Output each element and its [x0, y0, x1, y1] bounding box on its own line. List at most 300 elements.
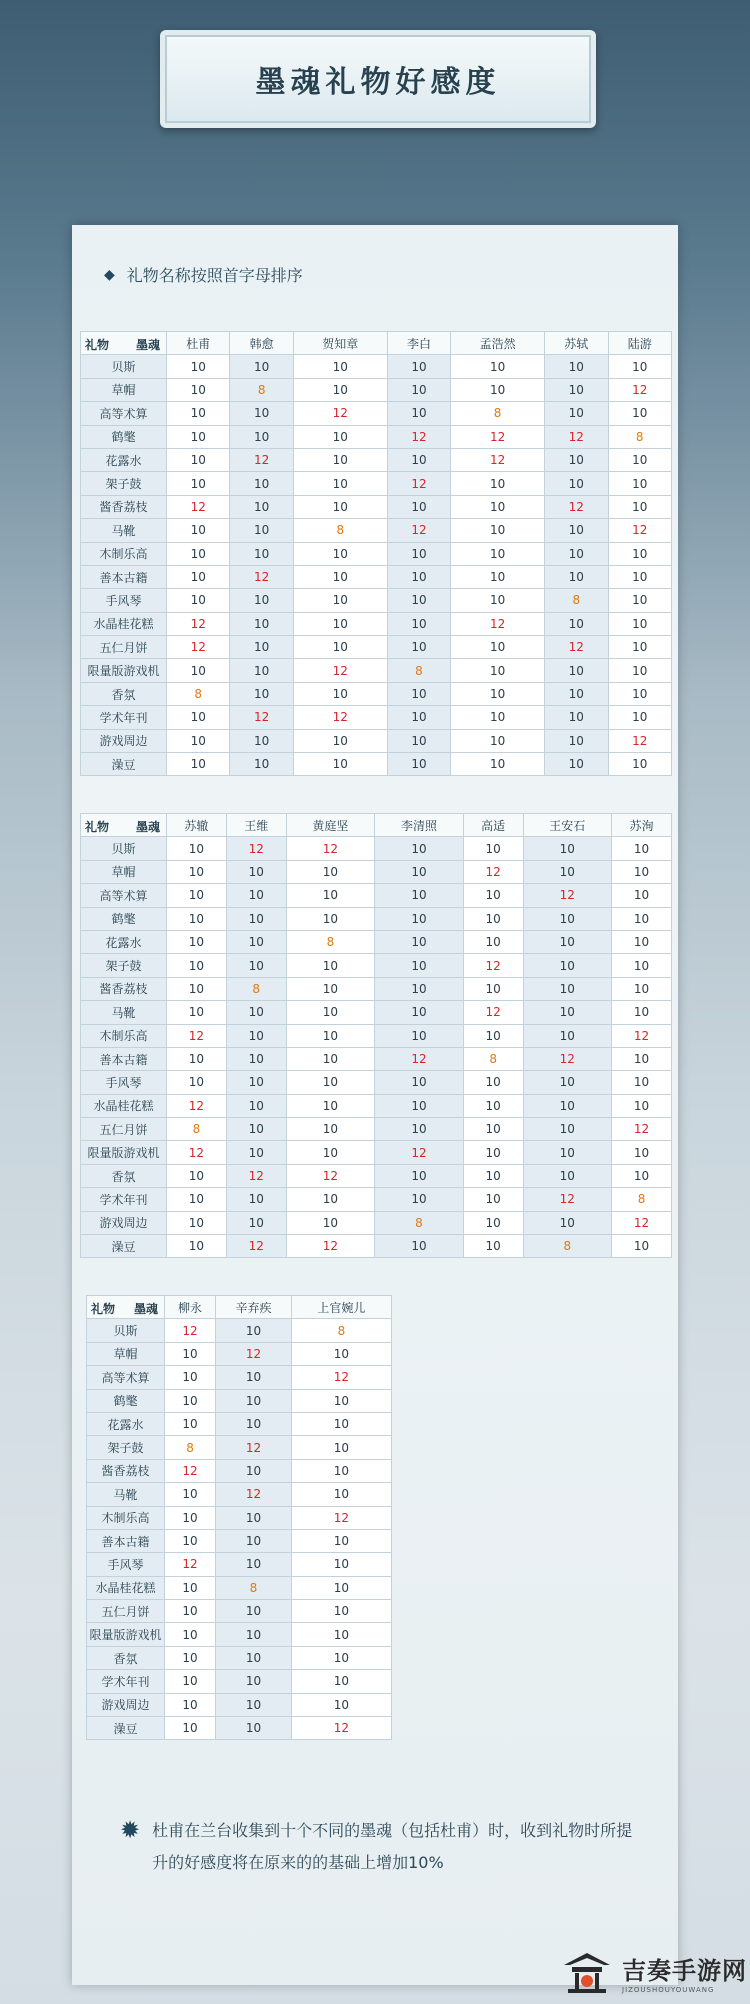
- affinity-value-cell: 10: [230, 729, 293, 752]
- affinity-value-cell: 10: [387, 495, 450, 518]
- affinity-value-cell: 10: [387, 402, 450, 425]
- affinity-value-cell: 12: [216, 1436, 292, 1459]
- affinity-value-cell: 10: [165, 1646, 216, 1669]
- affinity-value-cell: 10: [463, 884, 523, 907]
- affinity-value-cell: 10: [167, 355, 230, 378]
- affinity-value-cell: 10: [230, 402, 293, 425]
- affinity-value-cell: 10: [165, 1717, 216, 1740]
- table-row: [87, 1646, 392, 1669]
- affinity-value-cell: 8: [165, 1436, 216, 1459]
- affinity-value-cell: 10: [165, 1623, 216, 1646]
- affinity-value-cell: 10: [216, 1319, 292, 1342]
- affinity-value-cell: 10: [167, 907, 227, 930]
- affinity-value-cell: 10: [165, 1389, 216, 1412]
- affinity-value-cell: 10: [387, 753, 450, 776]
- affinity-value-cell: 10: [167, 448, 230, 471]
- affinity-value-cell: 10: [612, 837, 672, 860]
- affinity-value-cell: 10: [463, 1071, 523, 1094]
- affinity-value-cell: 10: [545, 472, 608, 495]
- affinity-value-cell: 10: [612, 954, 672, 977]
- affinity-value-cell: 10: [523, 1094, 612, 1117]
- affinity-value-cell: 12: [291, 1366, 391, 1389]
- affinity-value-cell: 10: [167, 1001, 227, 1024]
- affinity-value-cell: 10: [167, 1235, 227, 1258]
- affinity-value-cell: 10: [230, 542, 293, 565]
- gift-name-cell: 花露水: [81, 448, 167, 471]
- affinity-value-cell: 10: [451, 472, 545, 495]
- table-row: [81, 1141, 672, 1164]
- affinity-value-cell: 10: [293, 682, 387, 705]
- affinity-value-cell: 12: [167, 1141, 227, 1164]
- affinity-value-cell: 10: [291, 1553, 391, 1576]
- table-row: [81, 1235, 672, 1258]
- table-row: [81, 1001, 672, 1024]
- affinity-value-cell: 10: [230, 519, 293, 542]
- affinity-value-cell: 10: [226, 1047, 286, 1070]
- affinity-value-cell: 12: [608, 519, 672, 542]
- gift-name-cell: 草帽: [81, 378, 167, 401]
- gift-name-cell: 香氛: [87, 1646, 165, 1669]
- affinity-value-cell: 10: [291, 1576, 391, 1599]
- affinity-value-cell: 10: [375, 1094, 464, 1117]
- table-row: [87, 1483, 392, 1506]
- gift-name-cell: 学术年刊: [81, 1188, 167, 1211]
- affinity-value-cell: 10: [545, 519, 608, 542]
- gift-name-cell: 手风琴: [81, 589, 167, 612]
- affinity-value-cell: 10: [167, 589, 230, 612]
- table-row: [87, 1623, 392, 1646]
- affinity-value-cell: 10: [612, 884, 672, 907]
- affinity-value-cell: 12: [523, 884, 612, 907]
- affinity-value-cell: 12: [167, 1024, 227, 1047]
- affinity-value-cell: 10: [375, 930, 464, 953]
- affinity-value-cell: 10: [293, 448, 387, 471]
- gift-name-cell: 香氛: [81, 1164, 167, 1187]
- affinity-value-cell: 10: [375, 860, 464, 883]
- affinity-value-cell: 10: [286, 1118, 375, 1141]
- affinity-value-cell: 10: [216, 1600, 292, 1623]
- affinity-value-cell: 10: [451, 636, 545, 659]
- character-column-header: 王维: [226, 814, 286, 837]
- affinity-value-cell: 10: [226, 954, 286, 977]
- character-column-header: 柳永: [165, 1296, 216, 1319]
- gift-name-cell: 高等术算: [87, 1366, 165, 1389]
- affinity-value-cell: 10: [375, 1164, 464, 1187]
- table-row: [81, 1118, 672, 1141]
- character-column-header: 李白: [387, 332, 450, 355]
- gift-name-cell: 鹤氅: [81, 907, 167, 930]
- affinity-value-cell: 10: [463, 1164, 523, 1187]
- table-header-row: [81, 814, 672, 837]
- table-row: [81, 706, 672, 729]
- character-column-header: 韩愈: [230, 332, 293, 355]
- affinity-value-cell: 10: [608, 589, 672, 612]
- affinity-value-cell: 10: [545, 682, 608, 705]
- affinity-value-cell: 10: [375, 1024, 464, 1047]
- table-row: [81, 753, 672, 776]
- diamond-bullet-icon: ◆: [104, 266, 115, 283]
- table-row: [87, 1600, 392, 1623]
- gift-name-cell: 善本古籍: [81, 1047, 167, 1070]
- affinity-value-cell: 10: [451, 706, 545, 729]
- affinity-value-cell: 10: [545, 612, 608, 635]
- affinity-value-cell: 10: [216, 1670, 292, 1693]
- affinity-value-cell: 10: [612, 907, 672, 930]
- table-row: [87, 1693, 392, 1716]
- table-row: [81, 977, 672, 1000]
- character-column-header: 李清照: [375, 814, 464, 837]
- affinity-value-cell: 10: [451, 519, 545, 542]
- affinity-value-cell: 10: [523, 1211, 612, 1234]
- affinity-value-cell: 10: [291, 1459, 391, 1482]
- affinity-value-cell: 10: [387, 378, 450, 401]
- affinity-value-cell: 10: [230, 495, 293, 518]
- affinity-value-cell: 8: [375, 1211, 464, 1234]
- affinity-value-cell: 10: [167, 519, 230, 542]
- affinity-value-cell: 12: [451, 425, 545, 448]
- table-row: [81, 519, 672, 542]
- gift-name-cell: 手风琴: [81, 1071, 167, 1094]
- affinity-value-cell: 10: [167, 472, 230, 495]
- affinity-value-cell: 10: [523, 930, 612, 953]
- affinity-table-2: [80, 813, 672, 1258]
- affinity-value-cell: 12: [230, 565, 293, 588]
- gift-name-cell: 五仁月饼: [81, 1118, 167, 1141]
- affinity-value-cell: 8: [291, 1319, 391, 1342]
- affinity-value-cell: 12: [226, 837, 286, 860]
- affinity-value-cell: 8: [293, 519, 387, 542]
- affinity-value-cell: 10: [451, 659, 545, 682]
- gift-name-cell: 马靴: [81, 519, 167, 542]
- affinity-value-cell: 10: [523, 1001, 612, 1024]
- affinity-value-cell: 10: [375, 1188, 464, 1211]
- affinity-value-cell: 10: [463, 977, 523, 1000]
- affinity-value-cell: 12: [463, 1001, 523, 1024]
- affinity-value-cell: 10: [545, 378, 608, 401]
- affinity-value-cell: 12: [387, 425, 450, 448]
- affinity-value-cell: 10: [608, 448, 672, 471]
- gift-name-cell: 木制乐高: [87, 1506, 165, 1529]
- affinity-value-cell: 10: [387, 355, 450, 378]
- affinity-value-cell: 10: [545, 753, 608, 776]
- affinity-value-cell: 8: [608, 425, 672, 448]
- affinity-value-cell: 12: [545, 636, 608, 659]
- affinity-value-cell: 12: [165, 1459, 216, 1482]
- affinity-value-cell: 10: [463, 930, 523, 953]
- affinity-value-cell: 12: [291, 1717, 391, 1740]
- table-corner-header: [87, 1296, 165, 1319]
- character-column-header: 贺知章: [293, 332, 387, 355]
- gift-name-cell: 高等术算: [81, 402, 167, 425]
- table-row: [87, 1576, 392, 1599]
- bonus-note: [120, 1815, 640, 1879]
- affinity-value-cell: 10: [167, 729, 230, 752]
- affinity-value-cell: 12: [608, 729, 672, 752]
- affinity-value-cell: 10: [216, 1366, 292, 1389]
- gift-name-cell: 限量版游戏机: [81, 1141, 167, 1164]
- star-bullet-icon: ✹: [120, 1816, 141, 1844]
- character-column-header: 杜甫: [167, 332, 230, 355]
- gift-name-cell: 限量版游戏机: [81, 659, 167, 682]
- gift-name-cell: 善本古籍: [87, 1529, 165, 1552]
- affinity-value-cell: 10: [293, 753, 387, 776]
- table-row: [81, 1164, 672, 1187]
- affinity-value-cell: 12: [463, 860, 523, 883]
- affinity-value-cell: 10: [216, 1506, 292, 1529]
- character-column-header: 高适: [463, 814, 523, 837]
- affinity-value-cell: 10: [608, 355, 672, 378]
- section-heading-text: 礼物名称按照首字母排序: [126, 266, 303, 285]
- affinity-value-cell: 10: [375, 977, 464, 1000]
- affinity-value-cell: 10: [451, 565, 545, 588]
- affinity-value-cell: 10: [523, 1118, 612, 1141]
- affinity-value-cell: 10: [608, 542, 672, 565]
- gift-name-cell: 五仁月饼: [81, 636, 167, 659]
- affinity-value-cell: 10: [165, 1506, 216, 1529]
- affinity-value-cell: 12: [293, 402, 387, 425]
- affinity-value-cell: 10: [226, 1094, 286, 1117]
- affinity-value-cell: 10: [216, 1459, 292, 1482]
- affinity-value-cell: 10: [375, 1118, 464, 1141]
- affinity-value-cell: 10: [463, 837, 523, 860]
- affinity-value-cell: 12: [165, 1319, 216, 1342]
- table-row: [81, 425, 672, 448]
- gift-name-cell: 马靴: [87, 1483, 165, 1506]
- gift-name-cell: 手风琴: [87, 1553, 165, 1576]
- affinity-value-cell: 8: [286, 930, 375, 953]
- affinity-value-cell: 12: [167, 636, 230, 659]
- table-row: [81, 636, 672, 659]
- table-row: [81, 1094, 672, 1117]
- affinity-value-cell: 12: [216, 1483, 292, 1506]
- affinity-value-cell: 10: [545, 565, 608, 588]
- affinity-value-cell: 12: [291, 1506, 391, 1529]
- affinity-value-cell: 12: [286, 1164, 375, 1187]
- character-column-header: 黄庭坚: [286, 814, 375, 837]
- affinity-value-cell: 10: [291, 1389, 391, 1412]
- affinity-value-cell: 10: [216, 1553, 292, 1576]
- affinity-value-cell: 10: [608, 612, 672, 635]
- affinity-value-cell: 10: [387, 706, 450, 729]
- affinity-value-cell: 10: [167, 884, 227, 907]
- gift-name-cell: 高等术算: [81, 884, 167, 907]
- affinity-value-cell: 10: [608, 472, 672, 495]
- affinity-value-cell: 10: [286, 977, 375, 1000]
- gift-name-cell: 花露水: [81, 930, 167, 953]
- affinity-value-cell: 12: [612, 1024, 672, 1047]
- gift-name-cell: 澡豆: [81, 1235, 167, 1258]
- affinity-value-cell: 10: [286, 1024, 375, 1047]
- affinity-value-cell: 12: [463, 954, 523, 977]
- gift-name-cell: 酱香荔枝: [81, 977, 167, 1000]
- table-row: [81, 729, 672, 752]
- affinity-value-cell: 10: [463, 1024, 523, 1047]
- affinity-value-cell: 10: [608, 402, 672, 425]
- gift-name-cell: 水晶桂花糕: [81, 612, 167, 635]
- affinity-value-cell: 10: [165, 1600, 216, 1623]
- affinity-value-cell: 10: [608, 495, 672, 518]
- affinity-value-cell: 10: [216, 1646, 292, 1669]
- affinity-value-cell: 10: [451, 355, 545, 378]
- affinity-value-cell: 12: [387, 519, 450, 542]
- site-logo: [560, 1940, 750, 2004]
- affinity-value-cell: 10: [387, 565, 450, 588]
- affinity-value-cell: 8: [167, 1118, 227, 1141]
- character-column-header: 苏洵: [612, 814, 672, 837]
- affinity-value-cell: 8: [226, 977, 286, 1000]
- affinity-table-1: [80, 331, 672, 776]
- affinity-value-cell: 10: [608, 659, 672, 682]
- affinity-value-cell: 10: [387, 589, 450, 612]
- affinity-value-cell: 10: [165, 1529, 216, 1552]
- affinity-value-cell: 10: [608, 682, 672, 705]
- affinity-value-cell: 8: [523, 1235, 612, 1258]
- table-row: [87, 1553, 392, 1576]
- affinity-value-cell: 10: [216, 1717, 292, 1740]
- corner-gift-label: 礼物: [91, 1302, 116, 1316]
- affinity-value-cell: 10: [545, 402, 608, 425]
- gift-name-cell: 酱香荔枝: [87, 1459, 165, 1482]
- table-row: [81, 860, 672, 883]
- table-row: [81, 954, 672, 977]
- affinity-value-cell: 10: [463, 1141, 523, 1164]
- affinity-value-cell: 10: [286, 1211, 375, 1234]
- bonus-note-text: 杜甫在兰台收集到十个不同的墨魂（包括杜甫）时，收到礼物时所提升的好感度将在原来的的基础上增加10%: [152, 1821, 633, 1872]
- affinity-value-cell: 10: [612, 977, 672, 1000]
- table-row: [87, 1506, 392, 1529]
- affinity-value-cell: 10: [167, 954, 227, 977]
- table-corner-header: [81, 332, 167, 355]
- gift-name-cell: 五仁月饼: [87, 1600, 165, 1623]
- affinity-value-cell: 12: [451, 448, 545, 471]
- affinity-value-cell: 10: [216, 1412, 292, 1435]
- affinity-value-cell: 10: [226, 860, 286, 883]
- table-row: [87, 1389, 392, 1412]
- table-row: [81, 659, 672, 682]
- table-row: [87, 1436, 392, 1459]
- affinity-value-cell: 10: [230, 589, 293, 612]
- affinity-value-cell: 10: [523, 837, 612, 860]
- gift-name-cell: 架子鼓: [81, 954, 167, 977]
- affinity-value-cell: 10: [375, 1071, 464, 1094]
- gift-name-cell: 木制乐高: [81, 542, 167, 565]
- affinity-value-cell: 10: [545, 355, 608, 378]
- table-row: [87, 1412, 392, 1435]
- table-row: [87, 1717, 392, 1740]
- affinity-value-cell: 10: [216, 1693, 292, 1716]
- table-row: [81, 472, 672, 495]
- character-column-header: 孟浩然: [451, 332, 545, 355]
- gift-name-cell: 游戏周边: [81, 1211, 167, 1234]
- affinity-value-cell: 10: [463, 1235, 523, 1258]
- logo-name: 吉奏手游网: [622, 1955, 747, 1985]
- affinity-value-cell: 10: [291, 1412, 391, 1435]
- table-row: [81, 402, 672, 425]
- affinity-value-cell: 10: [293, 355, 387, 378]
- content-panel: [72, 225, 678, 1985]
- affinity-value-cell: 8: [612, 1188, 672, 1211]
- character-column-header: 陆游: [608, 332, 672, 355]
- table-row: [81, 682, 672, 705]
- gift-name-cell: 草帽: [81, 860, 167, 883]
- affinity-value-cell: 10: [612, 1094, 672, 1117]
- affinity-value-cell: 10: [545, 729, 608, 752]
- affinity-value-cell: 10: [226, 930, 286, 953]
- affinity-value-cell: 10: [226, 884, 286, 907]
- gift-name-cell: 水晶桂花糕: [87, 1576, 165, 1599]
- gift-name-cell: 学术年刊: [81, 706, 167, 729]
- character-column-header: 苏轼: [545, 332, 608, 355]
- affinity-value-cell: 10: [286, 907, 375, 930]
- affinity-value-cell: 10: [612, 930, 672, 953]
- affinity-value-cell: 10: [293, 565, 387, 588]
- table-row: [81, 565, 672, 588]
- affinity-value-cell: 10: [375, 907, 464, 930]
- affinity-value-cell: 10: [165, 1412, 216, 1435]
- affinity-value-cell: 10: [167, 706, 230, 729]
- affinity-value-cell: 10: [230, 636, 293, 659]
- table-row: [81, 378, 672, 401]
- gift-name-cell: 架子鼓: [81, 472, 167, 495]
- affinity-value-cell: 12: [545, 495, 608, 518]
- affinity-value-cell: 10: [286, 860, 375, 883]
- affinity-value-cell: 10: [167, 659, 230, 682]
- table-row: [81, 448, 672, 471]
- corner-gift-label: 礼物: [85, 338, 110, 352]
- affinity-value-cell: 8: [545, 589, 608, 612]
- affinity-value-cell: 12: [230, 448, 293, 471]
- affinity-value-cell: 12: [523, 1188, 612, 1211]
- affinity-value-cell: 10: [167, 1164, 227, 1187]
- affinity-value-cell: 10: [286, 1001, 375, 1024]
- affinity-value-cell: 10: [375, 1001, 464, 1024]
- affinity-value-cell: 10: [291, 1670, 391, 1693]
- affinity-value-cell: 10: [612, 1164, 672, 1187]
- affinity-value-cell: 10: [293, 542, 387, 565]
- affinity-value-cell: 10: [451, 495, 545, 518]
- table-row: [81, 1024, 672, 1047]
- affinity-value-cell: 10: [523, 1141, 612, 1164]
- affinity-value-cell: 10: [291, 1623, 391, 1646]
- affinity-value-cell: 10: [451, 542, 545, 565]
- gift-name-cell: 马靴: [81, 1001, 167, 1024]
- affinity-value-cell: 10: [293, 589, 387, 612]
- affinity-value-cell: 10: [291, 1342, 391, 1365]
- affinity-value-cell: 10: [291, 1693, 391, 1716]
- affinity-value-cell: 10: [167, 837, 227, 860]
- affinity-value-cell: 10: [608, 753, 672, 776]
- gift-name-cell: 澡豆: [87, 1717, 165, 1740]
- affinity-value-cell: 10: [612, 1071, 672, 1094]
- affinity-value-cell: 10: [230, 472, 293, 495]
- affinity-value-cell: 12: [612, 1211, 672, 1234]
- affinity-table-3: [86, 1295, 392, 1740]
- affinity-value-cell: 12: [286, 837, 375, 860]
- gift-name-cell: 木制乐高: [81, 1024, 167, 1047]
- affinity-value-cell: 10: [291, 1646, 391, 1669]
- gift-name-cell: 酱香荔枝: [81, 495, 167, 518]
- affinity-value-cell: 12: [286, 1235, 375, 1258]
- affinity-value-cell: 10: [165, 1366, 216, 1389]
- affinity-value-cell: 12: [387, 472, 450, 495]
- affinity-value-cell: 10: [608, 636, 672, 659]
- affinity-value-cell: 10: [523, 1024, 612, 1047]
- table-header-row: [87, 1296, 392, 1319]
- title-banner: [160, 30, 596, 128]
- affinity-value-cell: 12: [230, 706, 293, 729]
- table-row: [81, 1047, 672, 1070]
- corner-ink-label: 墨魂: [135, 338, 160, 352]
